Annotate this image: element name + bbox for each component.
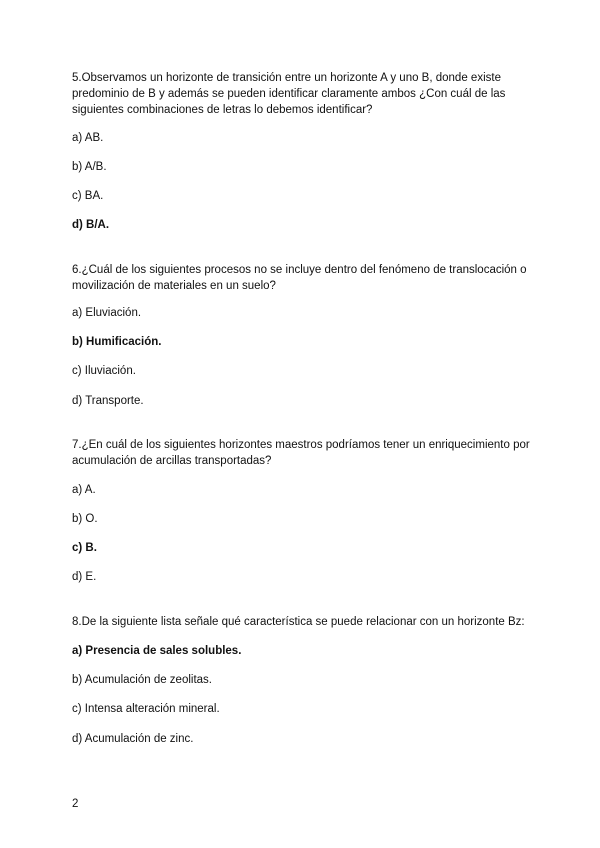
- question-5-option-c: c) BA.: [72, 190, 104, 202]
- question-7-text: 7.¿En cuál de los siguientes horizontes maestros podríamos tener un enriquecimiento por acumulación de arcillas transportadas?: [72, 439, 530, 467]
- question-6-option-c: c) Iluviación.: [72, 365, 136, 377]
- page-number: 2: [72, 798, 79, 810]
- question-7-option-d: d) E.: [72, 571, 97, 583]
- question-8-option-b: b) Acumulación de zeolitas.: [72, 674, 212, 686]
- question-7-option-b: b) O.: [72, 513, 98, 525]
- question-8-text: 8.De la siguiente lista señale qué característica se puede relacionar con un horizonte Bz:: [72, 616, 525, 628]
- question-5-text: 5.Observamos un horizonte de transición entre un horizonte A y uno B, donde existe predominio de B y además se pueden identificar claramente ambos ¿Con cuál de las siguientes combinaciones de letras lo debemos identificar?: [72, 72, 506, 116]
- question-5-option-b: b) A/B.: [72, 161, 107, 173]
- question-6-option-b-correct: b) Humificación.: [72, 336, 162, 348]
- question-6-option-a: a) Eluviación.: [72, 307, 142, 319]
- question-8-option-c: c) Intensa alteración mineral.: [72, 703, 220, 715]
- question-5-option-a: a) AB.: [72, 132, 104, 144]
- question-5-option-d-correct: d) B/A.: [72, 219, 110, 231]
- question-8-option-d: d) Acumulación de zinc.: [72, 733, 194, 745]
- question-6-option-d: d) Transporte.: [72, 395, 144, 407]
- question-7-option-a: a) A.: [72, 484, 96, 496]
- question-6-text: 6.¿Cuál de los siguientes procesos no se incluye dentro del fenómeno de translocación o movilización de materiales en un suelo?: [72, 264, 527, 292]
- question-7-option-c-correct: c) B.: [72, 542, 97, 554]
- question-8-option-a-correct: a) Presencia de sales solubles.: [72, 645, 242, 657]
